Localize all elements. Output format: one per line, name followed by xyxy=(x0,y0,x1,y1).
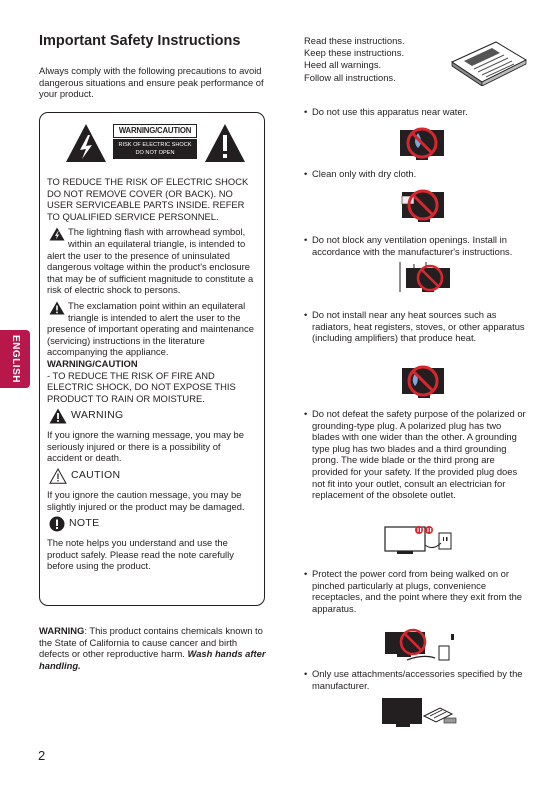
exclamation-paragraph xyxy=(47,300,257,358)
caution-label-row-2 xyxy=(47,467,257,485)
exclamation-text: The exclamation point within an equilateral triangle is intended to alert the user to the presence of important operating and maintenance (servicing) instructions in the literature accompanying the appliance. xyxy=(47,299,254,358)
polarized-plug-icon xyxy=(383,523,461,557)
caution-label-line2: DO NOT OPEN xyxy=(135,150,175,156)
manual-book-icon xyxy=(450,40,528,86)
bullet-ventilation: • Do not block any ventilation openings. Install in accordance with the manufacturer's instructions. xyxy=(304,234,530,257)
fire-text: - TO REDUCE THE RISK OF FIRE AND ELECTRIC SHOCK, DO NOT EXPOSE THIS PRODUCT TO RAIN OR MOISTURE. xyxy=(47,369,236,404)
caution-text: If you ignore the caution message, you may be slightly injured or the product may be damaged. xyxy=(47,489,245,512)
attachments-icon xyxy=(380,696,460,730)
warning-triangle-icon xyxy=(49,408,67,424)
no-heat-source-icon xyxy=(396,362,448,402)
protect-power-cord-icon xyxy=(383,624,461,664)
bullet-plug: • Do not defeat the safety purpose of the polarized or grounding-type plug. A polarized plug has two blades with one wider than the other. A grounding type plug has two blades and a third grounding prong. The wide blade or the third prong are provided for your safety. If the provided plug does not fit into your outlet, consult an electrician for replacement of the obsolete outlet. xyxy=(304,408,530,501)
prop65-emphasis: Wash hands after handling. xyxy=(39,648,266,671)
bullet-attachments: • Only use attachments/accessories specified by the manufacturer. xyxy=(304,668,530,691)
bullet-power-cord: • Protect the power cord from being walked on or pinched particularly at plugs, convenience receptacles, and the point where they exit from the apparatus. xyxy=(304,568,530,614)
read-line: Keep these instructions. xyxy=(304,47,405,59)
lightning-text: The lightning flash with arrowhead symbol, within an equilateral triangle, is intended to alert the user to the presence of uninsulated dangerous voltage within the product's enclosure that may be of sufficient magnitude to constitute a risk of electric shock to persons. xyxy=(47,226,254,296)
page-title: Important Safety Instructions xyxy=(39,33,241,49)
caution-label: CAUTION xyxy=(71,469,121,482)
warning-text: If you ignore the warning message, you may be seriously injured or there is a possibility of accident or death. xyxy=(47,429,244,464)
language-tab-label: ENGLISH xyxy=(9,335,21,383)
intro-text: Always comply with the following precautions to avoid dangerous situations and ensure peak performance of your product. xyxy=(39,65,264,100)
small-exclamation-triangle-icon xyxy=(49,301,65,315)
caution-box xyxy=(39,112,265,606)
prop65-body: : This product contains chemicals known to the State of California to cause cancer and birth defects or other reproductive harm. xyxy=(39,625,263,660)
no-block-vent-icon xyxy=(396,260,456,294)
lightning-paragraph xyxy=(47,226,257,296)
no-water-icon xyxy=(396,124,448,164)
language-tab xyxy=(0,330,30,388)
read-line: Heed all warnings. xyxy=(304,59,382,71)
small-lightning-triangle-icon xyxy=(49,227,65,241)
lightning-triangle-icon xyxy=(65,123,107,163)
warning-label-row xyxy=(47,407,257,425)
bullet-clean: • Clean only with dry cloth. xyxy=(304,168,530,180)
caution-triangle-icon xyxy=(49,468,67,484)
bullet-water: • Do not use this apparatus near water. xyxy=(304,106,530,118)
page-number: 2 xyxy=(38,748,46,763)
read-instructions xyxy=(304,35,405,84)
read-line: Follow all instructions. xyxy=(304,71,396,83)
caution-label-heading: WARNING/CAUTION xyxy=(113,124,197,138)
note-icon xyxy=(49,516,65,532)
exclamation-triangle-icon xyxy=(204,123,246,163)
caution-label-body xyxy=(113,139,197,159)
fire-heading: WARNING/CAUTION xyxy=(47,357,138,369)
prop65-lead: WARNING xyxy=(39,625,85,636)
shock-text: TO REDUCE THE RISK OF ELECTRIC SHOCK DO NOT REMOVE COVER (OR BACK). NO USER SERVICEABLE PARTS INSIDE. REFER TO QUALIFIED SERVICE PERSONNEL. xyxy=(47,176,249,222)
prop65-warning xyxy=(39,625,269,671)
caution-label-line1: RISK OF ELECTRIC SHOCK xyxy=(118,142,192,148)
no-wet-cloth-icon xyxy=(396,186,448,226)
note-label-row xyxy=(47,515,257,533)
read-line: Read these instructions. xyxy=(304,35,405,46)
note-text: The note helps you understand and use the product safely. Please read the note carefully before using the product. xyxy=(47,537,234,572)
warning-label: WARNING xyxy=(71,409,124,422)
bullet-heat: • Do not install near any heat sources such as radiators, heat registers, stoves, or other apparatus (including amplifiers) that produce heat. xyxy=(304,309,530,344)
caution-label-row xyxy=(47,121,257,176)
note-label: NOTE xyxy=(69,517,100,530)
